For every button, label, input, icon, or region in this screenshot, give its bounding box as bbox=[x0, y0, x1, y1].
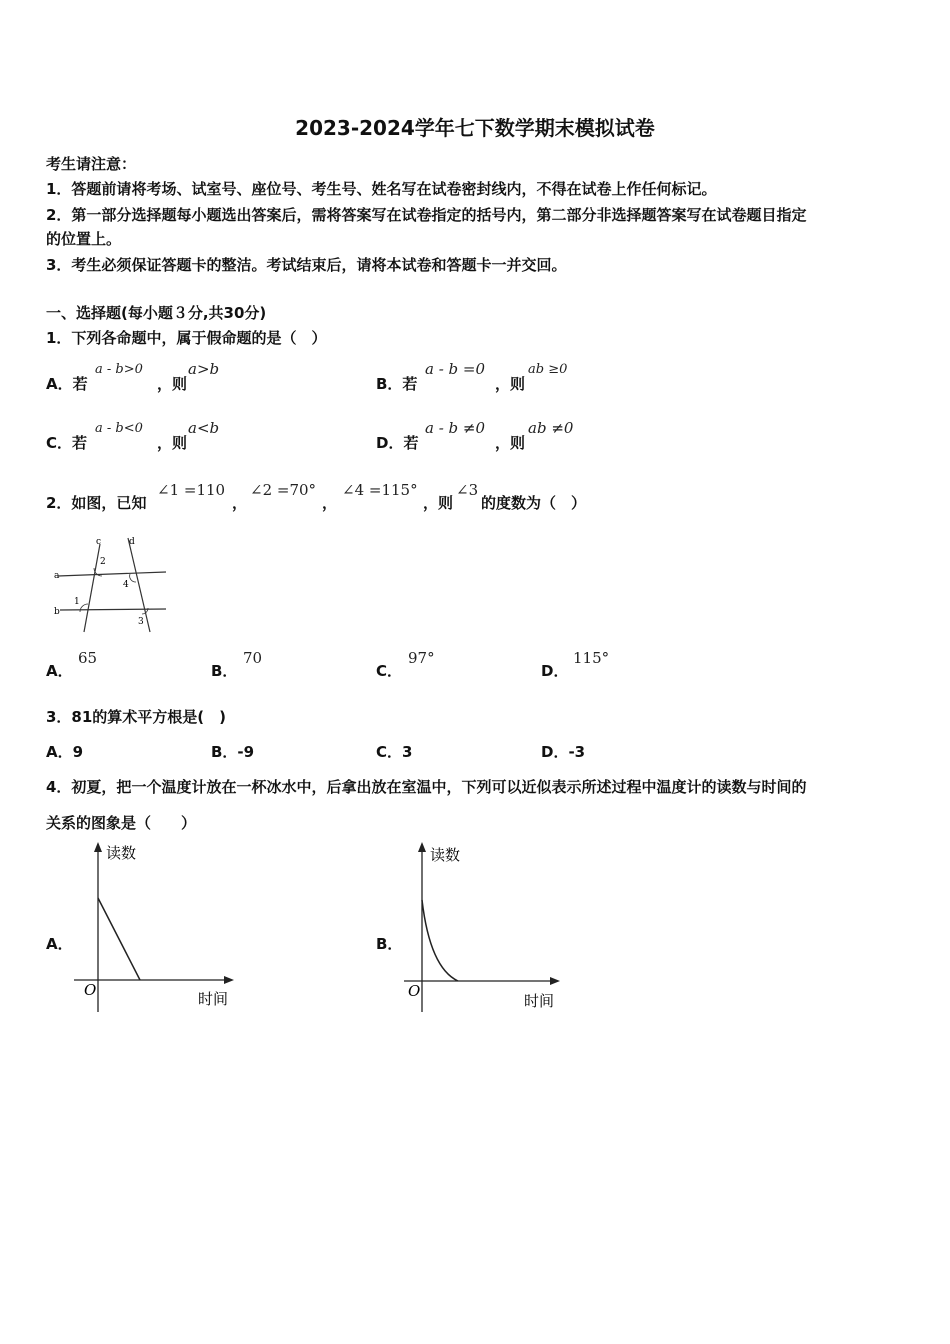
label-a: a bbox=[54, 571, 60, 581]
q1-option-b-then: ，则 bbox=[495, 375, 526, 393]
line-a bbox=[58, 572, 166, 576]
q2-separator-2: ， bbox=[322, 494, 338, 512]
origin-label: O bbox=[84, 981, 97, 999]
label-3: 3 bbox=[138, 617, 144, 627]
q4-stem-line-2: 关系的图象是（ ） bbox=[46, 814, 197, 832]
q4-graph-b bbox=[400, 838, 570, 1018]
q2-option-d-value: 115° bbox=[573, 649, 610, 667]
y-label: 读数 bbox=[430, 846, 461, 864]
line-c bbox=[84, 544, 100, 632]
q1-option-b-label: B．若 bbox=[376, 375, 418, 393]
q3-option-d: D．-3 bbox=[541, 743, 586, 761]
q3-option-a: A．9 bbox=[46, 743, 84, 761]
angle-4-arc bbox=[130, 574, 136, 582]
notice-line-3: 3．考生必须保证答题卡的整洁。考试结束后，请将本试卷和答题卡一并交回。 bbox=[46, 256, 567, 274]
q1-option-a-result: a>b bbox=[188, 360, 220, 378]
q2-prefix: 2．如图，已知 bbox=[46, 494, 147, 512]
q2-separator-1: ， bbox=[232, 494, 248, 512]
q1-option-b-result: ab ≥0 bbox=[528, 362, 568, 377]
q2-option-c-value: 97° bbox=[408, 649, 435, 667]
q1-option-c-label: C．若 bbox=[46, 434, 88, 452]
angle-1-arc bbox=[80, 604, 88, 612]
q1-stem: 1．下列各命题中，属于假命题的是（ ） bbox=[46, 329, 327, 347]
q1-option-b-condition: a - b =0 bbox=[425, 360, 486, 378]
reading-curve bbox=[422, 900, 458, 981]
label-1: 1 bbox=[74, 597, 80, 607]
q2-angle-4: ∠4 =115° bbox=[342, 481, 418, 499]
y-axis-arrow bbox=[94, 842, 102, 852]
q2-option-a-label: A． bbox=[46, 662, 73, 680]
label-2: 2 bbox=[100, 557, 106, 567]
q2-angle-3: ∠3 bbox=[456, 481, 479, 499]
reading-line bbox=[98, 898, 140, 980]
q2-then: ，则 bbox=[423, 494, 454, 512]
q4-stem-line-1: 4．初夏，把一个温度计放在一杯冰水中，后拿出放在室温中，下列可以近似表示所述过程中温度计的读数与时间的 bbox=[46, 778, 807, 796]
q2-option-a-value: 65 bbox=[78, 649, 98, 667]
q4-option-b-label: B． bbox=[376, 935, 403, 953]
q1-option-a-condition: a - b>0 bbox=[95, 362, 143, 377]
q1-option-d-label: D．若 bbox=[376, 434, 419, 452]
label-c: c bbox=[96, 537, 102, 547]
q3-option-b: B．-9 bbox=[211, 743, 255, 761]
q4-graph-a bbox=[70, 838, 240, 1018]
x-label: 时间 bbox=[524, 992, 555, 1010]
q2-angle-2: ∠2 =70° bbox=[250, 481, 317, 499]
notice-line-2b: 的位置上。 bbox=[46, 230, 122, 248]
q4-option-a-label: A． bbox=[46, 935, 73, 953]
q3-option-c: C．3 bbox=[376, 743, 413, 761]
q1-option-c-then: ，则 bbox=[157, 434, 188, 452]
section-heading: 一、选择题(每小题３分,共30分) bbox=[46, 304, 267, 322]
y-label: 读数 bbox=[106, 844, 137, 862]
q3-stem: 3．81的算术平方根是( ) bbox=[46, 708, 227, 726]
q2-option-b-value: 70 bbox=[243, 649, 263, 667]
q1-option-d-result: ab ≠0 bbox=[528, 419, 574, 437]
notice-line-1: 1．答题前请将考场、试室号、座位号、考生号、姓名写在试卷密封线内，不得在试卷上作任何标记。 bbox=[46, 180, 717, 198]
page-title: 2023-2024学年七下数学期末模拟试卷 bbox=[295, 116, 655, 140]
q2-option-d-label: D． bbox=[541, 662, 569, 680]
q1-option-a-label: A．若 bbox=[46, 375, 88, 393]
x-axis-arrow bbox=[550, 977, 560, 985]
q1-option-c-result: a<b bbox=[188, 419, 220, 437]
origin-label: O bbox=[408, 982, 421, 1000]
label-b: b bbox=[54, 607, 60, 617]
label-d: d bbox=[129, 537, 135, 547]
q2-option-b-label: B． bbox=[211, 662, 238, 680]
x-label: 时间 bbox=[198, 990, 229, 1008]
x-axis-arrow bbox=[224, 976, 234, 984]
q2-suffix: 的度数为（ ） bbox=[481, 494, 587, 512]
q1-option-d-then: ，则 bbox=[495, 434, 526, 452]
q1-option-a-then: ，则 bbox=[157, 375, 188, 393]
label-4: 4 bbox=[123, 580, 129, 590]
q1-option-d-condition: a - b ≠0 bbox=[425, 419, 486, 437]
q2-parallel-lines-figure bbox=[50, 532, 175, 637]
q1-option-c-condition: a - b<0 bbox=[95, 421, 143, 436]
notice-heading: 考生请注意： bbox=[46, 155, 137, 173]
q2-option-c-label: C． bbox=[376, 662, 403, 680]
q2-angle-1: ∠1 =110 bbox=[157, 481, 226, 499]
y-axis-arrow bbox=[418, 842, 426, 852]
notice-line-2a: 2．第一部分选择题每小题选出答案后，需将答案写在试卷指定的括号内，第二部分非选择题答案写在试卷题目指定 bbox=[46, 206, 807, 224]
line-b bbox=[60, 609, 166, 610]
